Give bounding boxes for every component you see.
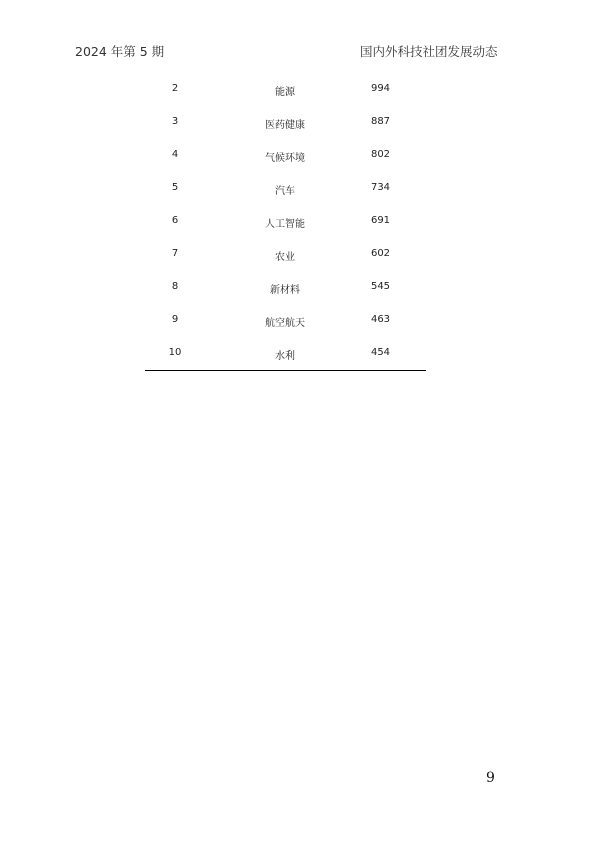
field-cell: 农业 <box>275 252 295 263</box>
page-number: 9 <box>486 770 495 786</box>
table-row <box>145 274 426 307</box>
rank-cell: 6 <box>171 215 179 226</box>
table-row <box>145 175 426 208</box>
field-cell: 气候环境 <box>265 153 305 164</box>
count-cell: 463 <box>370 314 391 325</box>
count-cell: 802 <box>370 149 391 160</box>
table-row <box>145 76 426 109</box>
count-cell: 454 <box>370 347 391 358</box>
rank-cell: 7 <box>171 248 179 259</box>
table-row <box>145 109 426 142</box>
rank-cell: 10 <box>168 347 182 358</box>
count-cell: 691 <box>370 215 391 226</box>
field-cell: 水利 <box>275 351 295 362</box>
field-cell: 汽车 <box>275 186 295 197</box>
count-cell: 734 <box>370 182 391 193</box>
rank-cell: 2 <box>171 83 179 94</box>
table-row <box>145 340 426 373</box>
table-row <box>145 142 426 175</box>
count-cell: 602 <box>370 248 391 259</box>
field-cell: 新材料 <box>270 285 300 296</box>
field-cell: 人工智能 <box>265 219 305 230</box>
publication-title: 国内外科技社团发展动态 <box>360 44 498 59</box>
table-row <box>145 208 426 241</box>
count-cell: 994 <box>370 83 391 94</box>
rank-cell: 3 <box>171 116 179 127</box>
issue-label: 2024 年第 5 期 <box>75 44 165 59</box>
rank-cell: 4 <box>171 149 179 160</box>
field-cell: 能源 <box>275 87 295 98</box>
field-cell: 医药健康 <box>265 120 305 131</box>
ranking-table <box>145 76 426 373</box>
table-row <box>145 241 426 274</box>
count-cell: 887 <box>370 116 391 127</box>
field-cell: 航空航天 <box>265 318 305 329</box>
table-bottom-rule <box>145 370 426 371</box>
rank-cell: 9 <box>171 314 179 325</box>
rank-cell: 8 <box>171 281 179 292</box>
count-cell: 545 <box>370 281 391 292</box>
table-row <box>145 307 426 340</box>
rank-cell: 5 <box>171 182 179 193</box>
